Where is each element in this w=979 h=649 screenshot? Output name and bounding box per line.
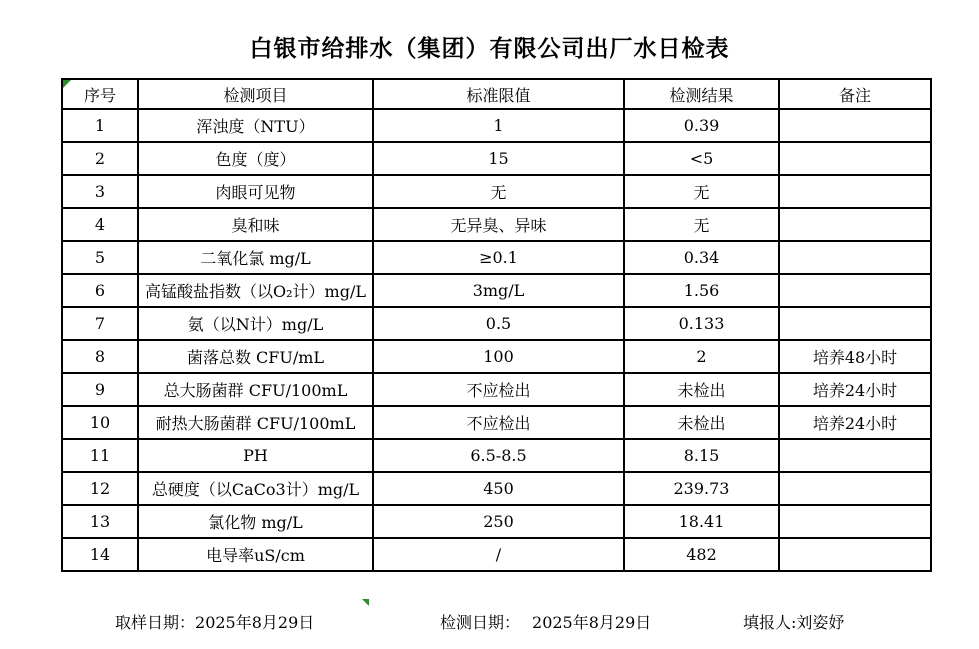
cell-result: 未检出 <box>624 406 779 439</box>
cell-note <box>779 208 931 241</box>
table-row <box>62 241 931 274</box>
cell-no: 8 <box>62 340 138 373</box>
reporter <box>743 610 844 633</box>
cell-note <box>779 109 931 142</box>
cell-limit: 1 <box>373 109 624 142</box>
cell-item: 肉眼可见物 <box>138 175 373 208</box>
cell-no: 7 <box>62 307 138 340</box>
cell-note <box>779 505 931 538</box>
cell-item: PH <box>138 439 373 472</box>
cell-limit: 0.5 <box>373 307 624 340</box>
table-body <box>62 109 931 571</box>
table-row <box>62 175 931 208</box>
test-date <box>440 610 651 633</box>
table-row <box>62 142 931 175</box>
cell-result: 未检出 <box>624 373 779 406</box>
cell-result: 2 <box>624 340 779 373</box>
cell-item: 臭和味 <box>138 208 373 241</box>
cell-no: 5 <box>62 241 138 274</box>
test-date-label: 检测日期： <box>440 613 521 632</box>
cell-item: 电导率uS/cm <box>138 538 373 571</box>
cell-limit: 不应检出 <box>373 373 624 406</box>
cell-item: 高锰酸盐指数（以O₂计）mg/L <box>138 274 373 307</box>
cell-no: 9 <box>62 373 138 406</box>
sampling-date-label: 取样日期： <box>115 613 196 632</box>
cell-no: 1 <box>62 109 138 142</box>
cell-no: 13 <box>62 505 138 538</box>
cell-result: 482 <box>624 538 779 571</box>
cell-item: 浑浊度（NTU） <box>138 109 373 142</box>
reporter-name: 刘姿妤 <box>796 613 845 632</box>
table-row <box>62 307 931 340</box>
cell-result: 无 <box>624 208 779 241</box>
cell-item: 菌落总数 CFU/mL <box>138 340 373 373</box>
table-row <box>62 505 931 538</box>
cell-limit: 3mg/L <box>373 274 624 307</box>
cell-note <box>779 439 931 472</box>
cell-note <box>779 538 931 571</box>
cell-bottom-marker-icon <box>362 599 369 606</box>
cell-result: 0.34 <box>624 241 779 274</box>
table-row <box>62 439 931 472</box>
cell-note <box>779 472 931 505</box>
cell-result: <5 <box>624 142 779 175</box>
table-row <box>62 406 931 439</box>
cell-no: 10 <box>62 406 138 439</box>
cell-item: 总大肠菌群 CFU/100mL <box>138 373 373 406</box>
cell-no: 6 <box>62 274 138 307</box>
table-row <box>62 472 931 505</box>
cell-result: 0.39 <box>624 109 779 142</box>
cell-limit: 6.5-8.5 <box>373 439 624 472</box>
cell-note: 培养24小时 <box>779 373 931 406</box>
cell-result: 1.56 <box>624 274 779 307</box>
cell-item: 氯化物 mg/L <box>138 505 373 538</box>
inspection-table <box>61 78 932 572</box>
table-row <box>62 208 931 241</box>
cell-result: 无 <box>624 175 779 208</box>
header-limit: 标准限值 <box>373 79 624 109</box>
reporter-label: 填报人: <box>743 613 797 632</box>
header-row <box>62 79 931 109</box>
cell-note <box>779 142 931 175</box>
cell-note <box>779 241 931 274</box>
test-date-value: 2025年8月29日 <box>532 613 652 632</box>
cell-item: 耐热大肠菌群 CFU/100mL <box>138 406 373 439</box>
cell-item: 氨（以N计）mg/L <box>138 307 373 340</box>
cell-note: 培养48小时 <box>779 340 931 373</box>
cell-item: 总硬度（以CaCo3计）mg/L <box>138 472 373 505</box>
table-row <box>62 340 931 373</box>
cell-no: 12 <box>62 472 138 505</box>
sampling-date <box>115 610 314 633</box>
cell-result: 0.133 <box>624 307 779 340</box>
cell-result: 8.15 <box>624 439 779 472</box>
cell-item: 色度（度） <box>138 142 373 175</box>
header-item: 检测项目 <box>138 79 373 109</box>
cell-limit: 无 <box>373 175 624 208</box>
cell-result: 239.73 <box>624 472 779 505</box>
cell-limit: 250 <box>373 505 624 538</box>
cell-limit: 不应检出 <box>373 406 624 439</box>
cell-limit: 15 <box>373 142 624 175</box>
table-header <box>62 79 931 109</box>
table-row <box>62 274 931 307</box>
cell-result: 18.41 <box>624 505 779 538</box>
table-row <box>62 538 931 571</box>
cell-no: 4 <box>62 208 138 241</box>
cell-no: 3 <box>62 175 138 208</box>
table-row <box>62 109 931 142</box>
cell-limit: / <box>373 538 624 571</box>
cell-no: 14 <box>62 538 138 571</box>
cell-limit: 450 <box>373 472 624 505</box>
cell-note: 培养24小时 <box>779 406 931 439</box>
header-result: 检测结果 <box>624 79 779 109</box>
cell-limit: 100 <box>373 340 624 373</box>
cell-no: 2 <box>62 142 138 175</box>
cell-note <box>779 274 931 307</box>
page-title: 白银市给排水（集团）有限公司出厂水日检表 <box>249 35 730 62</box>
header-no: 序号 <box>62 79 138 109</box>
sampling-date-value: 2025年8月29日 <box>195 613 315 632</box>
cell-limit: 无异臭、异味 <box>373 208 624 241</box>
cell-note <box>779 307 931 340</box>
cell-note <box>779 175 931 208</box>
cell-limit: ≥0.1 <box>373 241 624 274</box>
cell-item: 二氧化氯 mg/L <box>138 241 373 274</box>
header-note: 备注 <box>779 79 931 109</box>
cell-no: 11 <box>62 439 138 472</box>
table-row <box>62 373 931 406</box>
